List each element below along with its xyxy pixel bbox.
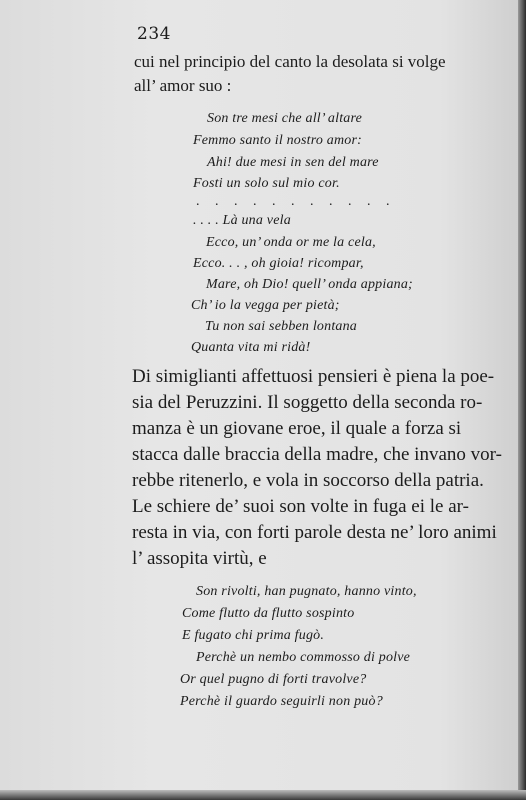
verse-line: Quanta vita mi ridà! (191, 340, 311, 355)
verse-ellipsis: . . . . . . . . . . . (196, 194, 396, 209)
paragraph-line: stacca dalle braccia della madre, che invano vor- (132, 444, 502, 465)
verse-line: Perchè il guardo seguirli non può? (180, 694, 383, 709)
verse-line: Son tre mesi che all’ altare (207, 111, 363, 126)
page-bottom-shadow (0, 790, 526, 800)
paragraph-line: manza è un giovane eroe, il quale a forza si (132, 418, 462, 439)
verse-line: Mare, oh Dio! quell’ onda appiana; (206, 277, 413, 292)
verse-line: Son rivolti, han pugnato, hanno vinto, (196, 584, 417, 599)
verse-line: Or quel pugno di forti travolve? (180, 672, 367, 687)
paragraph-line: sia del Peruzzini. Il soggetto della seconda ro- (132, 392, 483, 413)
intro-line: cui nel principio del canto la desolata si volge (134, 52, 446, 71)
paragraph-line: Di simiglianti affettuosi pensieri è piena la poe- (132, 366, 495, 387)
verse-line: Femmo santo il nostro amor: (193, 133, 362, 148)
paragraph-line: l’ assopita virtù, e (132, 548, 267, 569)
paragraph-line: rebbe ritenerlo, e vola in soccorso della patria. (132, 470, 484, 491)
page-number: 234 (137, 24, 171, 44)
intro-line: all’ amor suo : (134, 76, 232, 95)
page-edge-shadow (518, 0, 526, 800)
verse-line: Ecco, un’ onda or me la cela, (206, 235, 376, 250)
paragraph-line: Le schiere de’ suoi son volte in fuga ei le ar- (132, 496, 469, 517)
verse-line: Come flutto da flutto sospinto (182, 606, 355, 621)
verse-line: Fosti un solo sul mio cor. (193, 176, 340, 191)
verse-line: E fugato chi prima fugò. (182, 628, 325, 643)
verse-line: Ch’ io la vegga per pietà; (191, 298, 340, 313)
verse-line: Perchè un nembo commosso di polve (196, 650, 411, 665)
verse-line: . . . . Là una vela (193, 213, 291, 228)
verse-line: Ecco. . . , oh gioia! ricompar, (193, 256, 364, 271)
paragraph-line: resta in via, con forti parole desta ne’ loro animi (132, 522, 497, 543)
verse-line: Ahi! due mesi in sen del mare (207, 155, 379, 170)
verse-line: Tu non sai sebben lontana (205, 319, 358, 334)
